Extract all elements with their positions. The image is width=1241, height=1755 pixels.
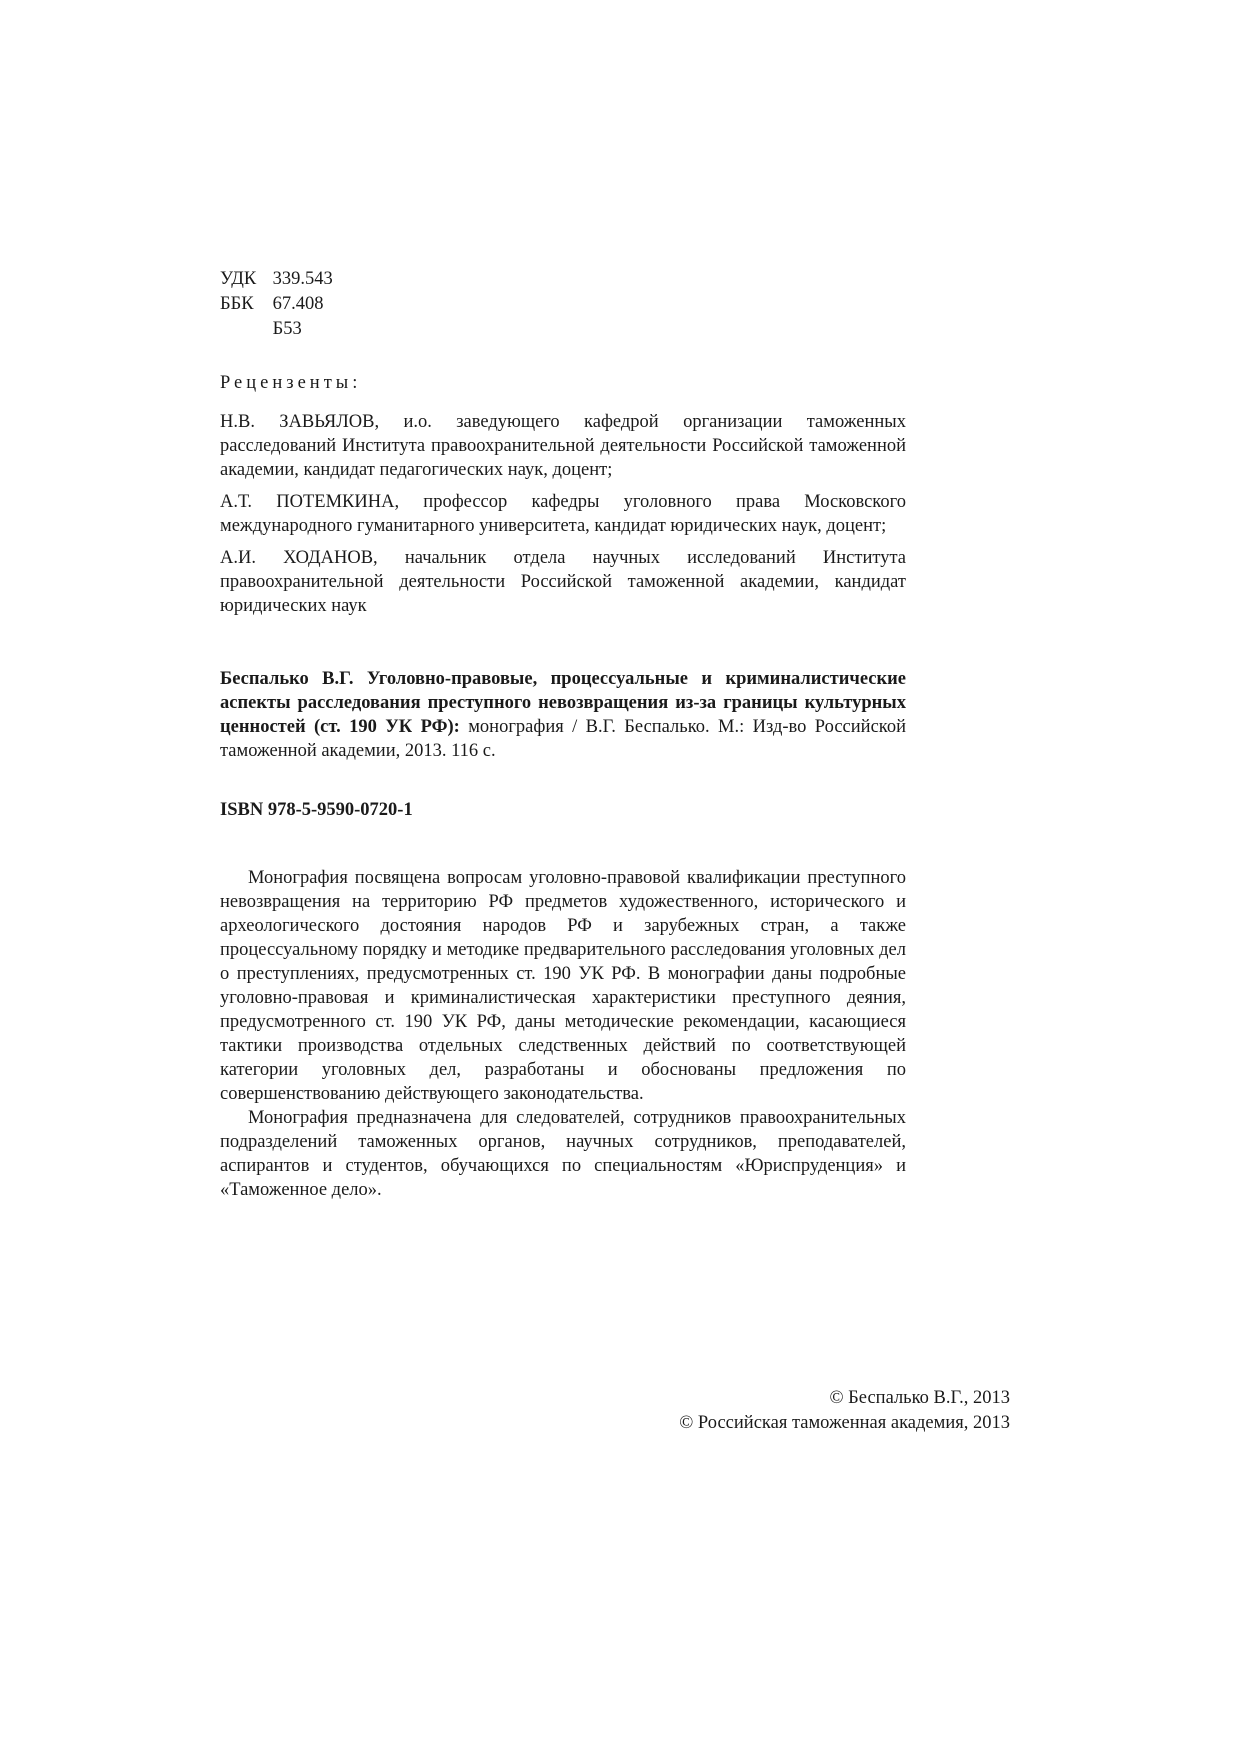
citation-details: монография / В.Г. Беспалько. М.: Изд-во Российской таможенной академии, 2013. 116 с.: [220, 717, 906, 761]
isbn: ISBN 978-5-9590-0720-1: [220, 800, 413, 820]
classification-block: [220, 267, 906, 342]
udk-value: 339.543: [272, 269, 333, 289]
copyright-publisher: © Российская таможенная академия, 2013: [679, 1413, 1010, 1433]
author-mark: Б53: [272, 319, 302, 339]
reviewer-item: Н.В. ЗАВЬЯЛОВ, и.о. заведующего кафедрой организации таможенных расследований Института правоохранительной деятельности Российской таможенной академии, кандидат педагогических наук, доцент;: [220, 412, 906, 480]
udk-label: УДК: [220, 269, 257, 289]
reviewers-list: [220, 410, 906, 626]
copyright-author: © Беспалько В.Г., 2013: [829, 1388, 1010, 1408]
abstract-paragraph: Монография предназначена для следователей, сотрудников правоохранительных подразделений таможенных органов, научных сотрудников, преподавателей, аспирантов и студентов, обучающихся по специальностям «Юриспруденция» и «Таможенное дело».: [220, 1108, 906, 1200]
author-mark-row: [220, 317, 906, 342]
bbk-row: [220, 292, 906, 317]
reviewer-item: А.И. ХОДАНОВ, начальник отдела научных исследований Института правоохранительной деятельности Российской таможенной академии, кандидат юридических наук: [220, 548, 906, 616]
reviewers-heading: Рецензенты:: [220, 373, 362, 393]
bibliographic-citation: [220, 667, 906, 763]
citation-title: Беспалько В.Г. Уголовно-правовые, процессуальные и криминалистические аспекты расследования преступного невозвращения из-за границы культурных ценностей (ст. 190 УК РФ):: [220, 669, 906, 737]
bbk-label: ББК: [220, 294, 254, 314]
udk-row: [220, 267, 906, 292]
reviewer-item: А.Т. ПОТЕМКИНА, профессор кафедры уголовного права Московского международного гуманитарного университета, кандидат юридических наук, доцент;: [220, 492, 906, 536]
copyright-block: [679, 1386, 1010, 1436]
abstract: [220, 866, 906, 1202]
abstract-paragraph: Монография посвящена вопросам уголовно-правовой квалификации преступного невозвращения на территорию РФ предметов художественного, исторического и археологического достояния народов РФ и зарубежных стран, а также процессуальному порядку и методике предварительного расследования уголовных дел о преступлениях, предусмотренных ст. 190 УК РФ. В монографии даны подробные уголовно-правовая и криминалистическая характеристики преступного деяния, предусмотренного ст. 190 УК РФ, даны методические рекомендации, касающиеся тактики производства отдельных следственных действий по соответствующей категории уголовных дел, разработаны и обоснованы предложения по совершенствованию действующего законодательства.: [220, 868, 906, 1104]
bbk-value: 67.408: [272, 294, 324, 314]
